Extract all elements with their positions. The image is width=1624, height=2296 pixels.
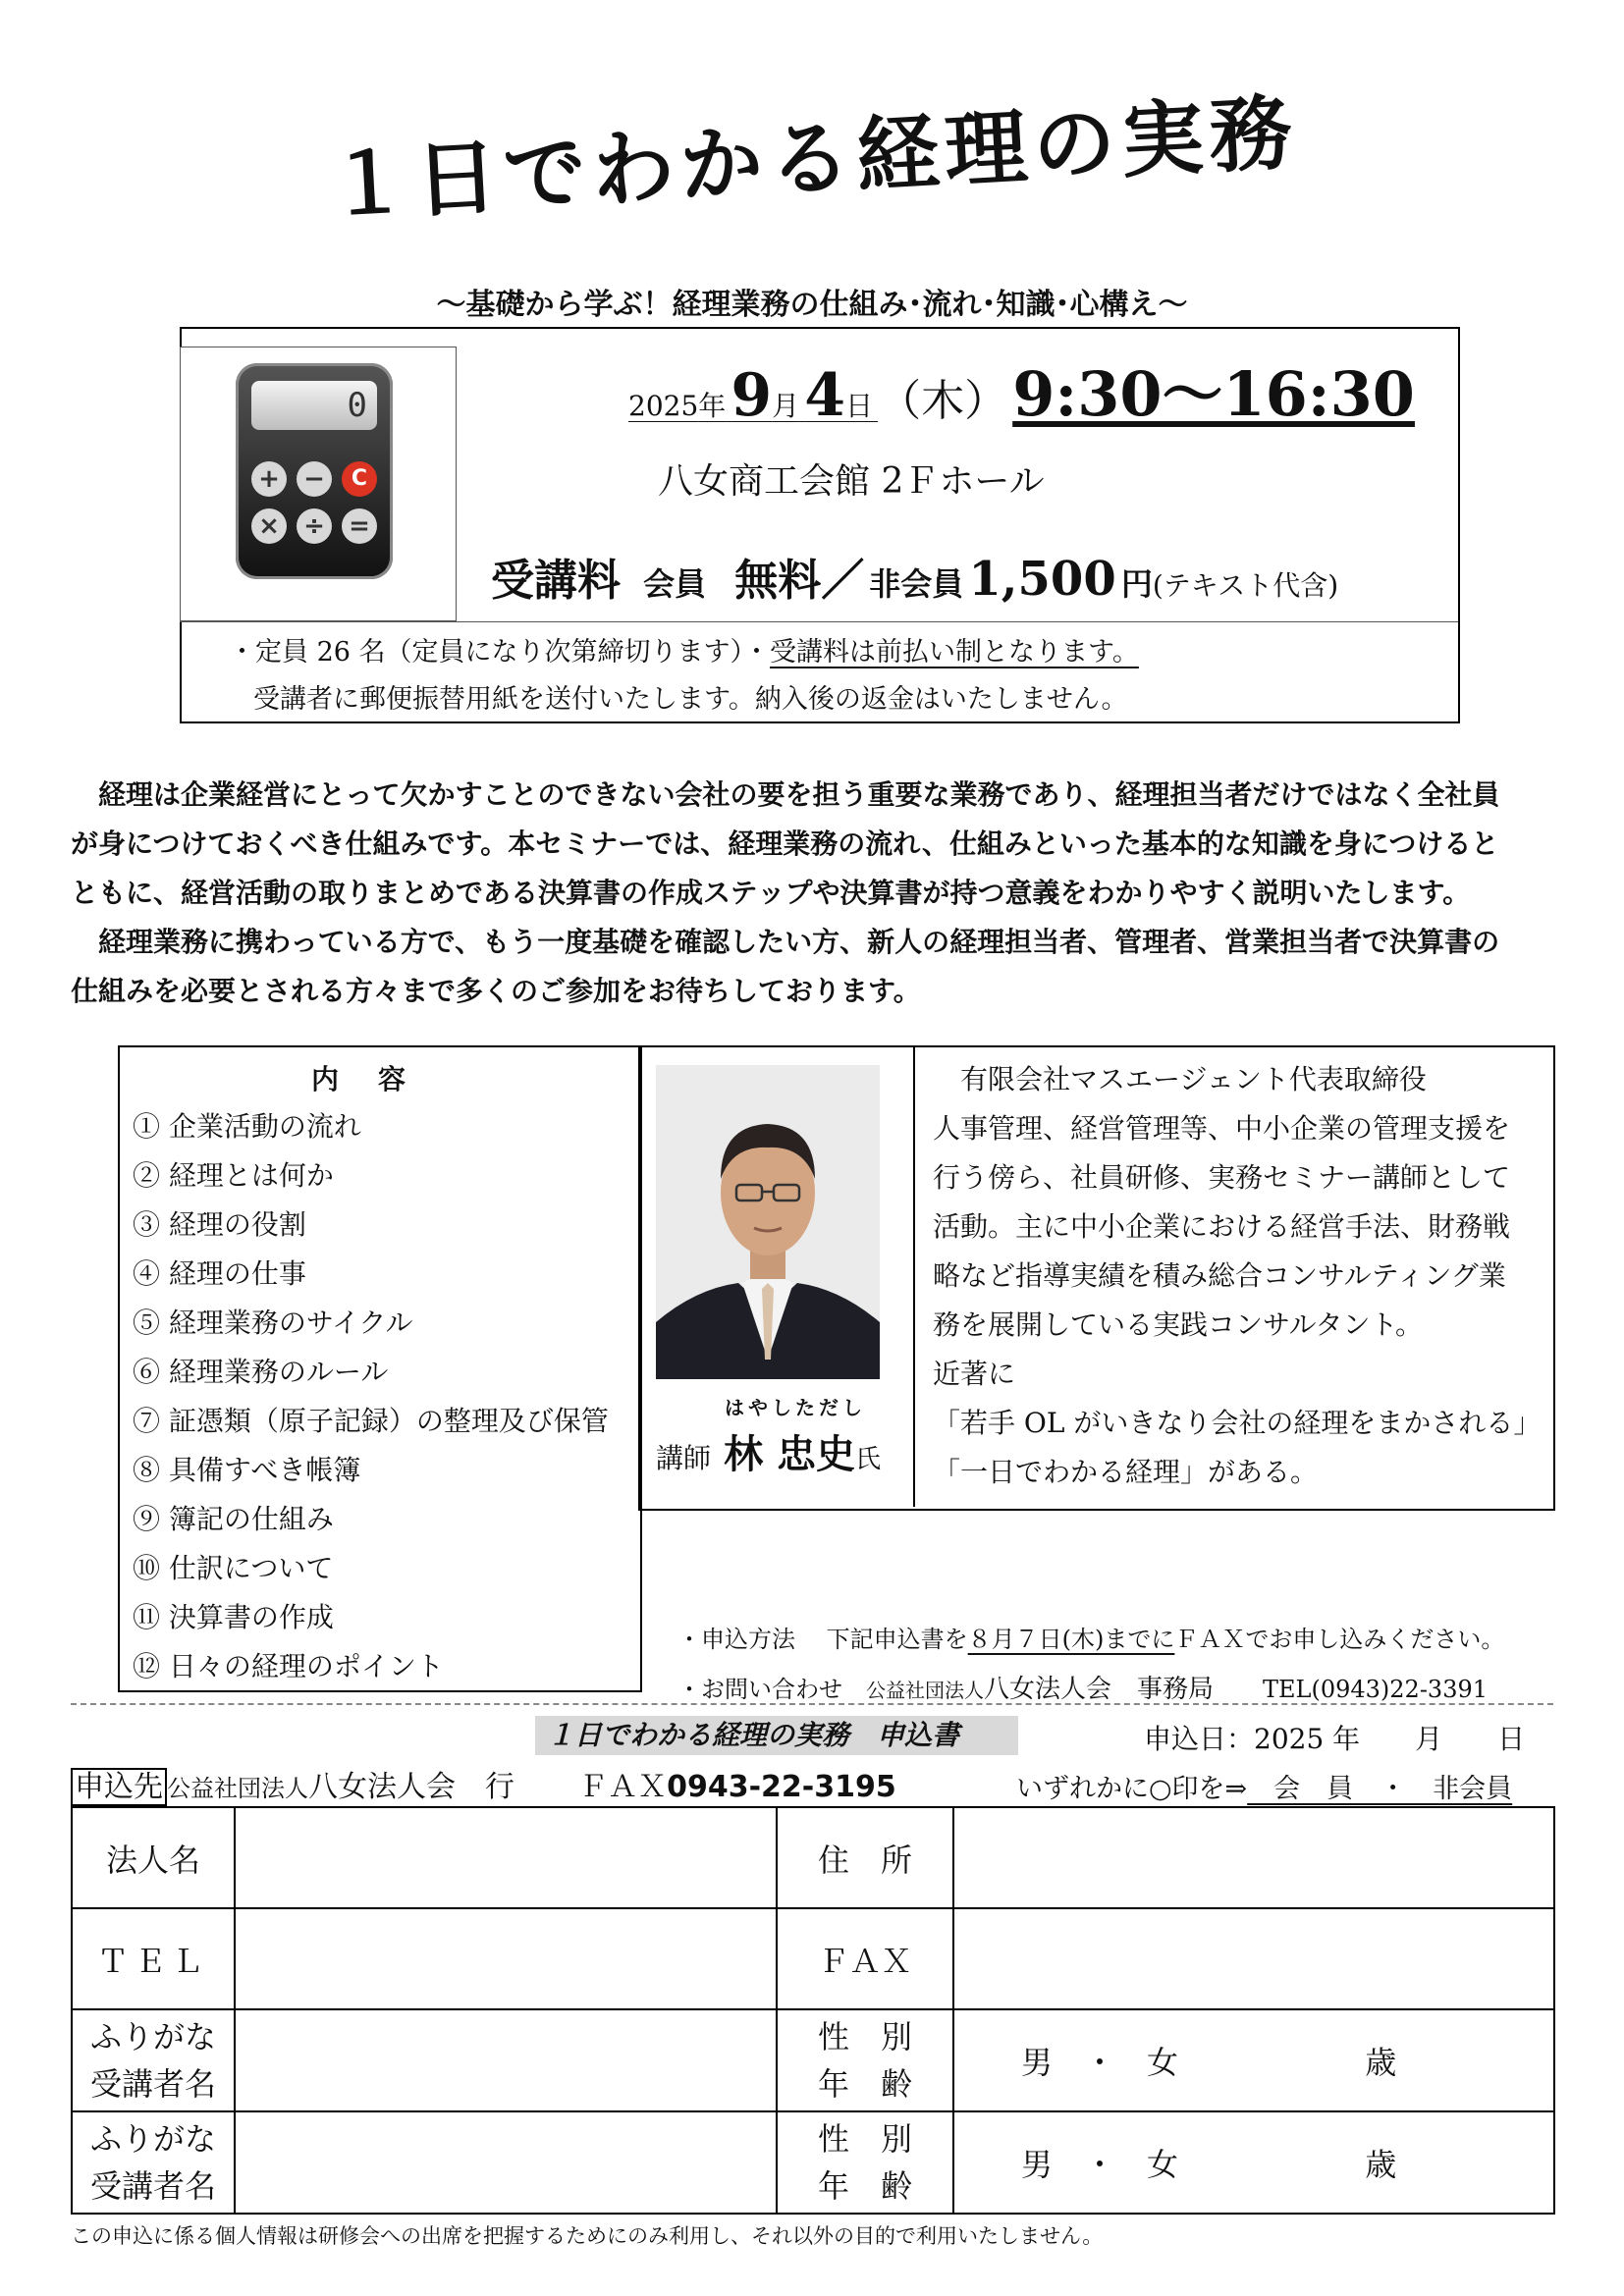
- application-date: 申込日：2025 年 月 日: [1144, 1723, 1526, 1755]
- fee-note: (テキスト代含): [1152, 569, 1339, 602]
- yen-unit: 円: [1120, 565, 1153, 603]
- contents-item: ① 企業活動の流れ: [133, 1110, 361, 1143]
- page-subtitle: ～基礎から学ぶ！経理業務の仕組み･流れ･知識･心構え～: [436, 288, 1188, 322]
- member-fee: 無料／: [734, 556, 865, 606]
- page-title: [0, 83, 1624, 235]
- apply-deadline: ８月７日(木)までに: [967, 1626, 1175, 1653]
- fax-label: ＦＡＸ: [578, 1770, 668, 1804]
- contents-title: 内容: [310, 1063, 445, 1095]
- event-year-unit: 年: [698, 390, 727, 422]
- age-label: 年 齢: [817, 2167, 912, 2205]
- instructor-bio-line: 近著に: [933, 1358, 1016, 1390]
- form-recipient: [71, 1762, 896, 1805]
- contents-item: ⑨ 簿記の仕組み: [133, 1503, 334, 1535]
- gender-label: 性 別: [817, 2120, 912, 2158]
- furigana-label: ふりがな: [89, 2120, 216, 2158]
- nonmember-label: 非会員: [869, 565, 964, 603]
- calculator-clear-key: C: [342, 461, 377, 497]
- apply-method-prefix: ・申込方法 下記申込書を: [677, 1626, 968, 1653]
- tel-label: ＴＥＬ: [72, 1908, 235, 2009]
- instructor-bio-line: 人事管理、経営管理等、中小企業の管理支援を: [933, 1112, 1511, 1145]
- gender-options[interactable]: 男 ・ 女: [1021, 2044, 1179, 2081]
- event-day-unit: 日: [844, 390, 873, 422]
- calculator-display: 0: [251, 381, 377, 430]
- fax-number: 0943-22-3195: [667, 1770, 896, 1804]
- calculator-equals-key: =: [342, 508, 377, 544]
- corp-name-field[interactable]: [235, 1807, 777, 1908]
- instructor-ruby: はやしただし: [725, 1396, 866, 1419]
- age-label: 年 齢: [817, 2065, 912, 2103]
- recipient-small: 公益社団法人: [167, 1775, 308, 1802]
- body-line-2: が身につけておくべき仕組みです。本セミナーでは、経理業務の流れ、仕組みといった基本的な知識を身につけると: [71, 828, 1499, 860]
- fax-field[interactable]: [953, 1908, 1554, 2009]
- application-form-table: [71, 1806, 1555, 2215]
- calculator-divide-key: ÷: [297, 508, 332, 544]
- instructor-bio-line: 活動。主に中小企業における経営手法、財務戦: [933, 1210, 1511, 1243]
- apply-method-suffix: ＦＡＸでお申し込みください。: [1174, 1626, 1505, 1653]
- contact-prefix: ・お問い合わせ: [677, 1676, 866, 1703]
- instructor-suffix: 氏: [855, 1445, 882, 1474]
- event-date: [628, 346, 1415, 433]
- fax-field-label: ＦＡＸ: [777, 1908, 953, 2009]
- instructor-bio-line: 略など指導実績を積み総合コンサルティング業: [933, 1259, 1506, 1292]
- cut-line: [71, 1703, 1553, 1705]
- attendee-label: 受講者名: [89, 2167, 216, 2205]
- apply-method: [677, 1620, 1504, 1654]
- address-field[interactable]: [953, 1807, 1554, 1908]
- contents-item: ⑫ 日々の経理のポイント: [133, 1650, 444, 1682]
- payment-note: 受講者に郵便振替用紙を送付いたします。納入後の返金はいたしません。: [253, 684, 1128, 715]
- instructor-bio-line: 「一日でわかる経理」がある。: [933, 1456, 1319, 1488]
- body-line-4: 経理業務に携わっている方で、もう一度基礎を確認したい方、新人の経理担当者、管理者、営業担当者で決算書の: [71, 926, 1500, 958]
- event-year: 2025: [628, 390, 699, 422]
- calculator-minus-key: −: [297, 461, 332, 497]
- instructor-name: 林 忠史: [724, 1432, 856, 1477]
- membership-options[interactable]: 会 員 ・ 非会員: [1247, 1774, 1513, 1804]
- contents-item: ⑦ 証憑類（原子記録）の整理及び保管: [133, 1405, 609, 1437]
- contact-info: [677, 1669, 1488, 1705]
- gender-age-field[interactable]: [953, 2111, 1554, 2214]
- gender-label: 性 別: [817, 2018, 912, 2056]
- furigana-label: ふりがな: [89, 2018, 216, 2056]
- membership-select: [1016, 1767, 1512, 1805]
- instructor-bio-line: 行う傍ら、社員研修、実務セミナー講師として: [933, 1161, 1511, 1194]
- event-month-unit: 月: [772, 390, 800, 422]
- body-line-3: ともに、経営活動の取りまとめである決算書の作成ステップや決算書が持つ意義をわかりやすく説明いたします。: [71, 877, 1471, 909]
- instructor-name-line: [656, 1423, 881, 1479]
- contents-item: ④ 経理の仕事: [133, 1257, 306, 1290]
- contents-item: ⑩ 仕訳について: [133, 1552, 334, 1584]
- prepay-note: 受講料は前払い制となります。: [770, 637, 1139, 667]
- instructor-divider: [913, 1045, 915, 1507]
- contents-item: ⑧ 具備すべき帳簿: [133, 1454, 361, 1486]
- instructor-photo: [656, 1065, 880, 1379]
- instructor-bio-line: 「若手 OL がいきなり会社の経理をまかされる」: [933, 1407, 1542, 1439]
- privacy-notice: この申込に係る個人情報は研修会への出席を把握するためにのみ利用し、それ以外の目的で利用いたしません。: [71, 2224, 1104, 2248]
- capacity-text: ・定員 26 名（定員になり次第締切ります）・: [229, 637, 771, 667]
- event-weekday: （木）: [878, 376, 1008, 426]
- contents-item: ⑥ 経理業務のルール: [133, 1356, 389, 1388]
- instructor-portrait-icon: [656, 1065, 880, 1379]
- age-unit: 歳: [1365, 2146, 1397, 2183]
- contact-org-small: 公益社団法人: [866, 1679, 984, 1702]
- contents-item: ⑪ 決算書の作成: [133, 1601, 334, 1633]
- contents-item: ② 経理とは何か: [133, 1159, 334, 1192]
- fee-label: 受講料: [491, 556, 621, 606]
- membership-select-label: いずれかに○印を⇒: [1016, 1774, 1248, 1804]
- fee-line: [491, 545, 1338, 608]
- capacity-note: [229, 630, 1139, 668]
- body-line-5: 仕組みを必要とされる方々まで多くのご参加をお待ちしております。: [71, 975, 921, 1007]
- attendee-label: 受講者名: [89, 2065, 216, 2103]
- contents-item: ⑤ 経理業務のサイクル: [133, 1307, 413, 1339]
- event-time: 9:30～16:30: [1012, 358, 1415, 430]
- address-label: 住 所: [777, 1807, 953, 1908]
- contact-org: 八女法人会 事務局: [984, 1675, 1215, 1704]
- recipient-box: 申込先: [71, 1768, 167, 1806]
- nonmember-fee: 1,500: [968, 552, 1116, 607]
- instructor-bio-line: 務を展開している実践コンサルタント。: [933, 1308, 1423, 1341]
- gender-age-field[interactable]: [953, 2009, 1554, 2111]
- instructor-prefix: 講師: [656, 1442, 712, 1474]
- page-title-text: １日でわかる経理の実務: [324, 83, 1301, 235]
- contents-item: ③ 経理の役割: [133, 1208, 306, 1241]
- corp-name-label: 法人名: [72, 1807, 235, 1908]
- attendee-name-field[interactable]: [235, 2009, 777, 2111]
- member-label: 会員: [643, 565, 707, 603]
- event-month: 9: [731, 361, 773, 430]
- calculator-icon: [236, 363, 393, 579]
- calculator-multiply-key: ×: [251, 508, 287, 544]
- body-line-1: 経理は企業経営にとって欠かすことのできない会社の要を担う重要な業務であり、経理担当者だけではなく全社員: [71, 778, 1500, 811]
- gender-options[interactable]: 男 ・ 女: [1021, 2146, 1179, 2183]
- recipient-name: 八女法人会 行: [308, 1770, 514, 1804]
- contact-tel: TEL(0943)22-3391: [1263, 1676, 1489, 1703]
- event-venue: 八女商工会館 2Ｆホール: [658, 461, 1045, 502]
- calculator-plus-key: +: [251, 461, 287, 497]
- tel-field[interactable]: [235, 1908, 777, 2009]
- info-divider: [180, 621, 1458, 622]
- event-day: 4: [804, 361, 845, 430]
- instructor-bio-line: 有限会社マスエージェント代表取締役: [933, 1063, 1427, 1095]
- form-title: １日でわかる経理の実務 申込書: [535, 1716, 1018, 1755]
- age-unit: 歳: [1365, 2044, 1397, 2081]
- attendee-name-field[interactable]: [235, 2111, 777, 2214]
